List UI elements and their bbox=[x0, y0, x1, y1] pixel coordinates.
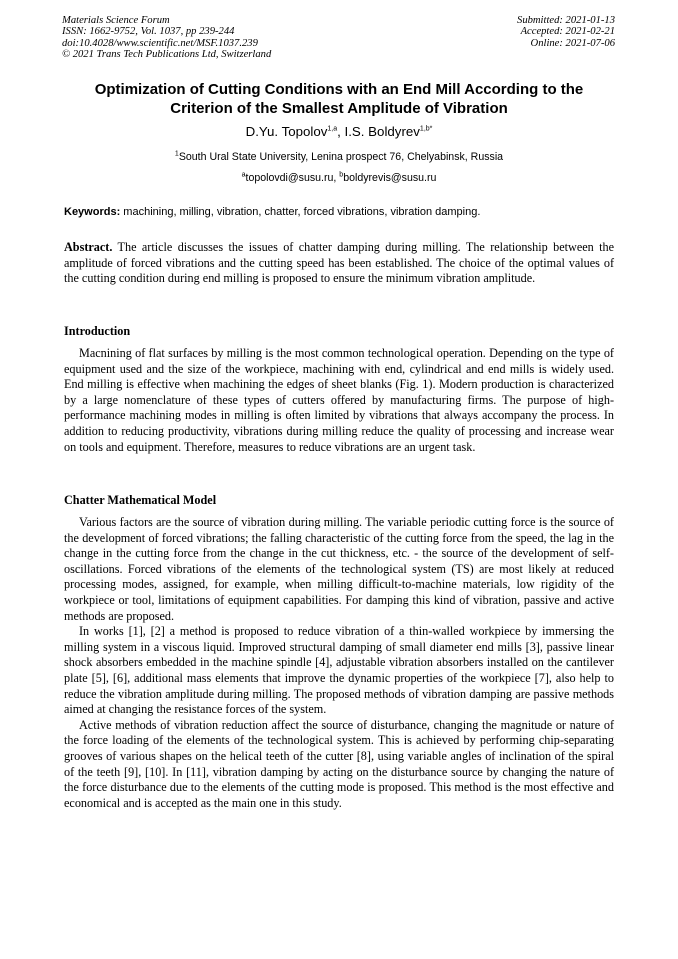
model-section bbox=[64, 515, 614, 811]
model-paragraph-3: Active methods of vibration reduction affect the source of disturbance, changing the magnitude or nature of the force loading of the elements of the technological system. This is achieved by performing chip-separating grooves of various shapes on the helical teeth of the cutter [8], using variable angles of inclination of the spiral of the teeth [9], [10]. In [11], vibration damping by acting on the disturbance source by changing the nature of the force disturbance due to the elements of the cutting mode is proposed. This method is the most effective and economical and is accepted as the main one in this study. bbox=[64, 717, 614, 810]
issn-line: ISSN: 1662-9752, Vol. 1037, pp 239-244 bbox=[62, 26, 235, 38]
author-1: D.Yu. Topolov bbox=[245, 124, 328, 139]
introduction-paragraph-1: Macnining of flat surfaces by milling is the most common technological operation. Depending on the type of equipment used and the size of the workpiece, machining with end, cylindrical and end mills is widely used. End milling is effective when machining the edges of sheet blanks (Fig. 1). Modern production is characterized by a large nomenclature of these types of cutters offered by manufacturing firms. The purpose of high-performance machining modes in milling is often limited by vibrations that always accompany the process. In addition to reducing productivity, vibrations during milling reduce the quality of processing and increase wear on tools and equipment. Therefore, measures to reduce vibrations are an urgent task. bbox=[64, 346, 614, 454]
online-date: Online: 2021-07-06 bbox=[530, 37, 615, 49]
keywords-label: Keywords: bbox=[64, 206, 121, 218]
email-b-mark: b bbox=[339, 171, 344, 179]
abstract-label: Abstract. bbox=[64, 240, 113, 254]
title-line-2: Criterion of the Smallest Amplitude of Vibration bbox=[170, 99, 508, 117]
affiliation-mark: 1 bbox=[174, 150, 179, 158]
paper-title bbox=[64, 81, 614, 118]
model-paragraph-2: In works [1], [2] a method is proposed to reduce vibration of a thin-walled workpiece by immersing the milling system in a viscous liquid. Improved structural damping of small diameter end mills [3], passive linear shock absorbers embedded in the machine spindle [4], adjustable vibration absorbers installed on the cantilever plate [5], [6], additional mass elements that improve the dynamic properties of the workpiece [7], also help to reduce the vibration amplitude during milling. The proposed methods of vibration damping are passive methods aimed at changing the resistance forces of the system. bbox=[64, 624, 614, 717]
journal-header-right bbox=[517, 15, 615, 49]
journal-name: Materials Science Forum bbox=[62, 15, 170, 26]
copyright-line: © 2021 Trans Tech Publications Ltd, Switzerland bbox=[62, 49, 272, 61]
email-a-mark: a bbox=[241, 171, 246, 179]
submitted-date: Submitted: 2021-01-13 bbox=[517, 15, 615, 26]
abstract-text: The article discusses the issues of chatter damping during milling. The relationship between the amplitude of forced vibrations and the cutting speed has been established. The choice of the optimal values of the cutting condition during end milling is proposed to ensure the minimum vibration amplitude. bbox=[64, 240, 614, 286]
author-1-affiliation-mark: 1,a bbox=[327, 125, 338, 133]
email-a[interactable]: topolovdi@susu.ru bbox=[245, 172, 334, 184]
doi-line[interactable]: doi:10.4028/www.scientific.net/MSF.1037.239 bbox=[62, 37, 258, 49]
author-2-affiliation-mark: 1,b* bbox=[419, 125, 433, 133]
keywords-text: machining, milling, vibration, chatter, forced vibrations, vibration damping. bbox=[120, 206, 481, 218]
author-list bbox=[64, 124, 614, 139]
affiliation-text: South Ural State University, Lenina prospect 76, Chelyabinsk, Russia bbox=[178, 151, 504, 163]
title-line-1: Optimization of Cutting Conditions with an End Mill According to the bbox=[94, 81, 584, 98]
model-heading: Chatter Mathematical Model bbox=[64, 493, 217, 507]
author-emails bbox=[64, 172, 614, 184]
affiliation bbox=[64, 151, 614, 163]
author-separator: , bbox=[337, 124, 345, 139]
introduction-section bbox=[64, 346, 614, 455]
model-paragraph-1: Various factors are the source of vibration during milling. The variable periodic cutting force is the source of the development of forced vibrations; the falling characteristic of the cutting force from the speed, the lag in the change in the cutting force from the change in the cut thickness, etc. - the source of the development of self-oscillations. Forced vibrations of the elements of the technological system (TS) are most likely at reduced processing modes, assigned, for example, when milling difficult-to-machine materials, low rigidity of the workpiece or tool, limitations of equipment capabilities. For damping this kind of vibration, passive and active methods are proposed. bbox=[64, 515, 614, 623]
email-b[interactable]: boldyrevis@susu.ru bbox=[343, 172, 437, 184]
abstract bbox=[64, 240, 614, 287]
author-2: I.S. Boldyrev bbox=[344, 124, 420, 139]
introduction-heading: Introduction bbox=[64, 324, 131, 338]
keywords bbox=[64, 206, 616, 218]
accepted-date: Accepted: 2021-02-21 bbox=[520, 26, 615, 38]
journal-header-left bbox=[62, 15, 271, 61]
email-separator: , bbox=[333, 172, 340, 184]
